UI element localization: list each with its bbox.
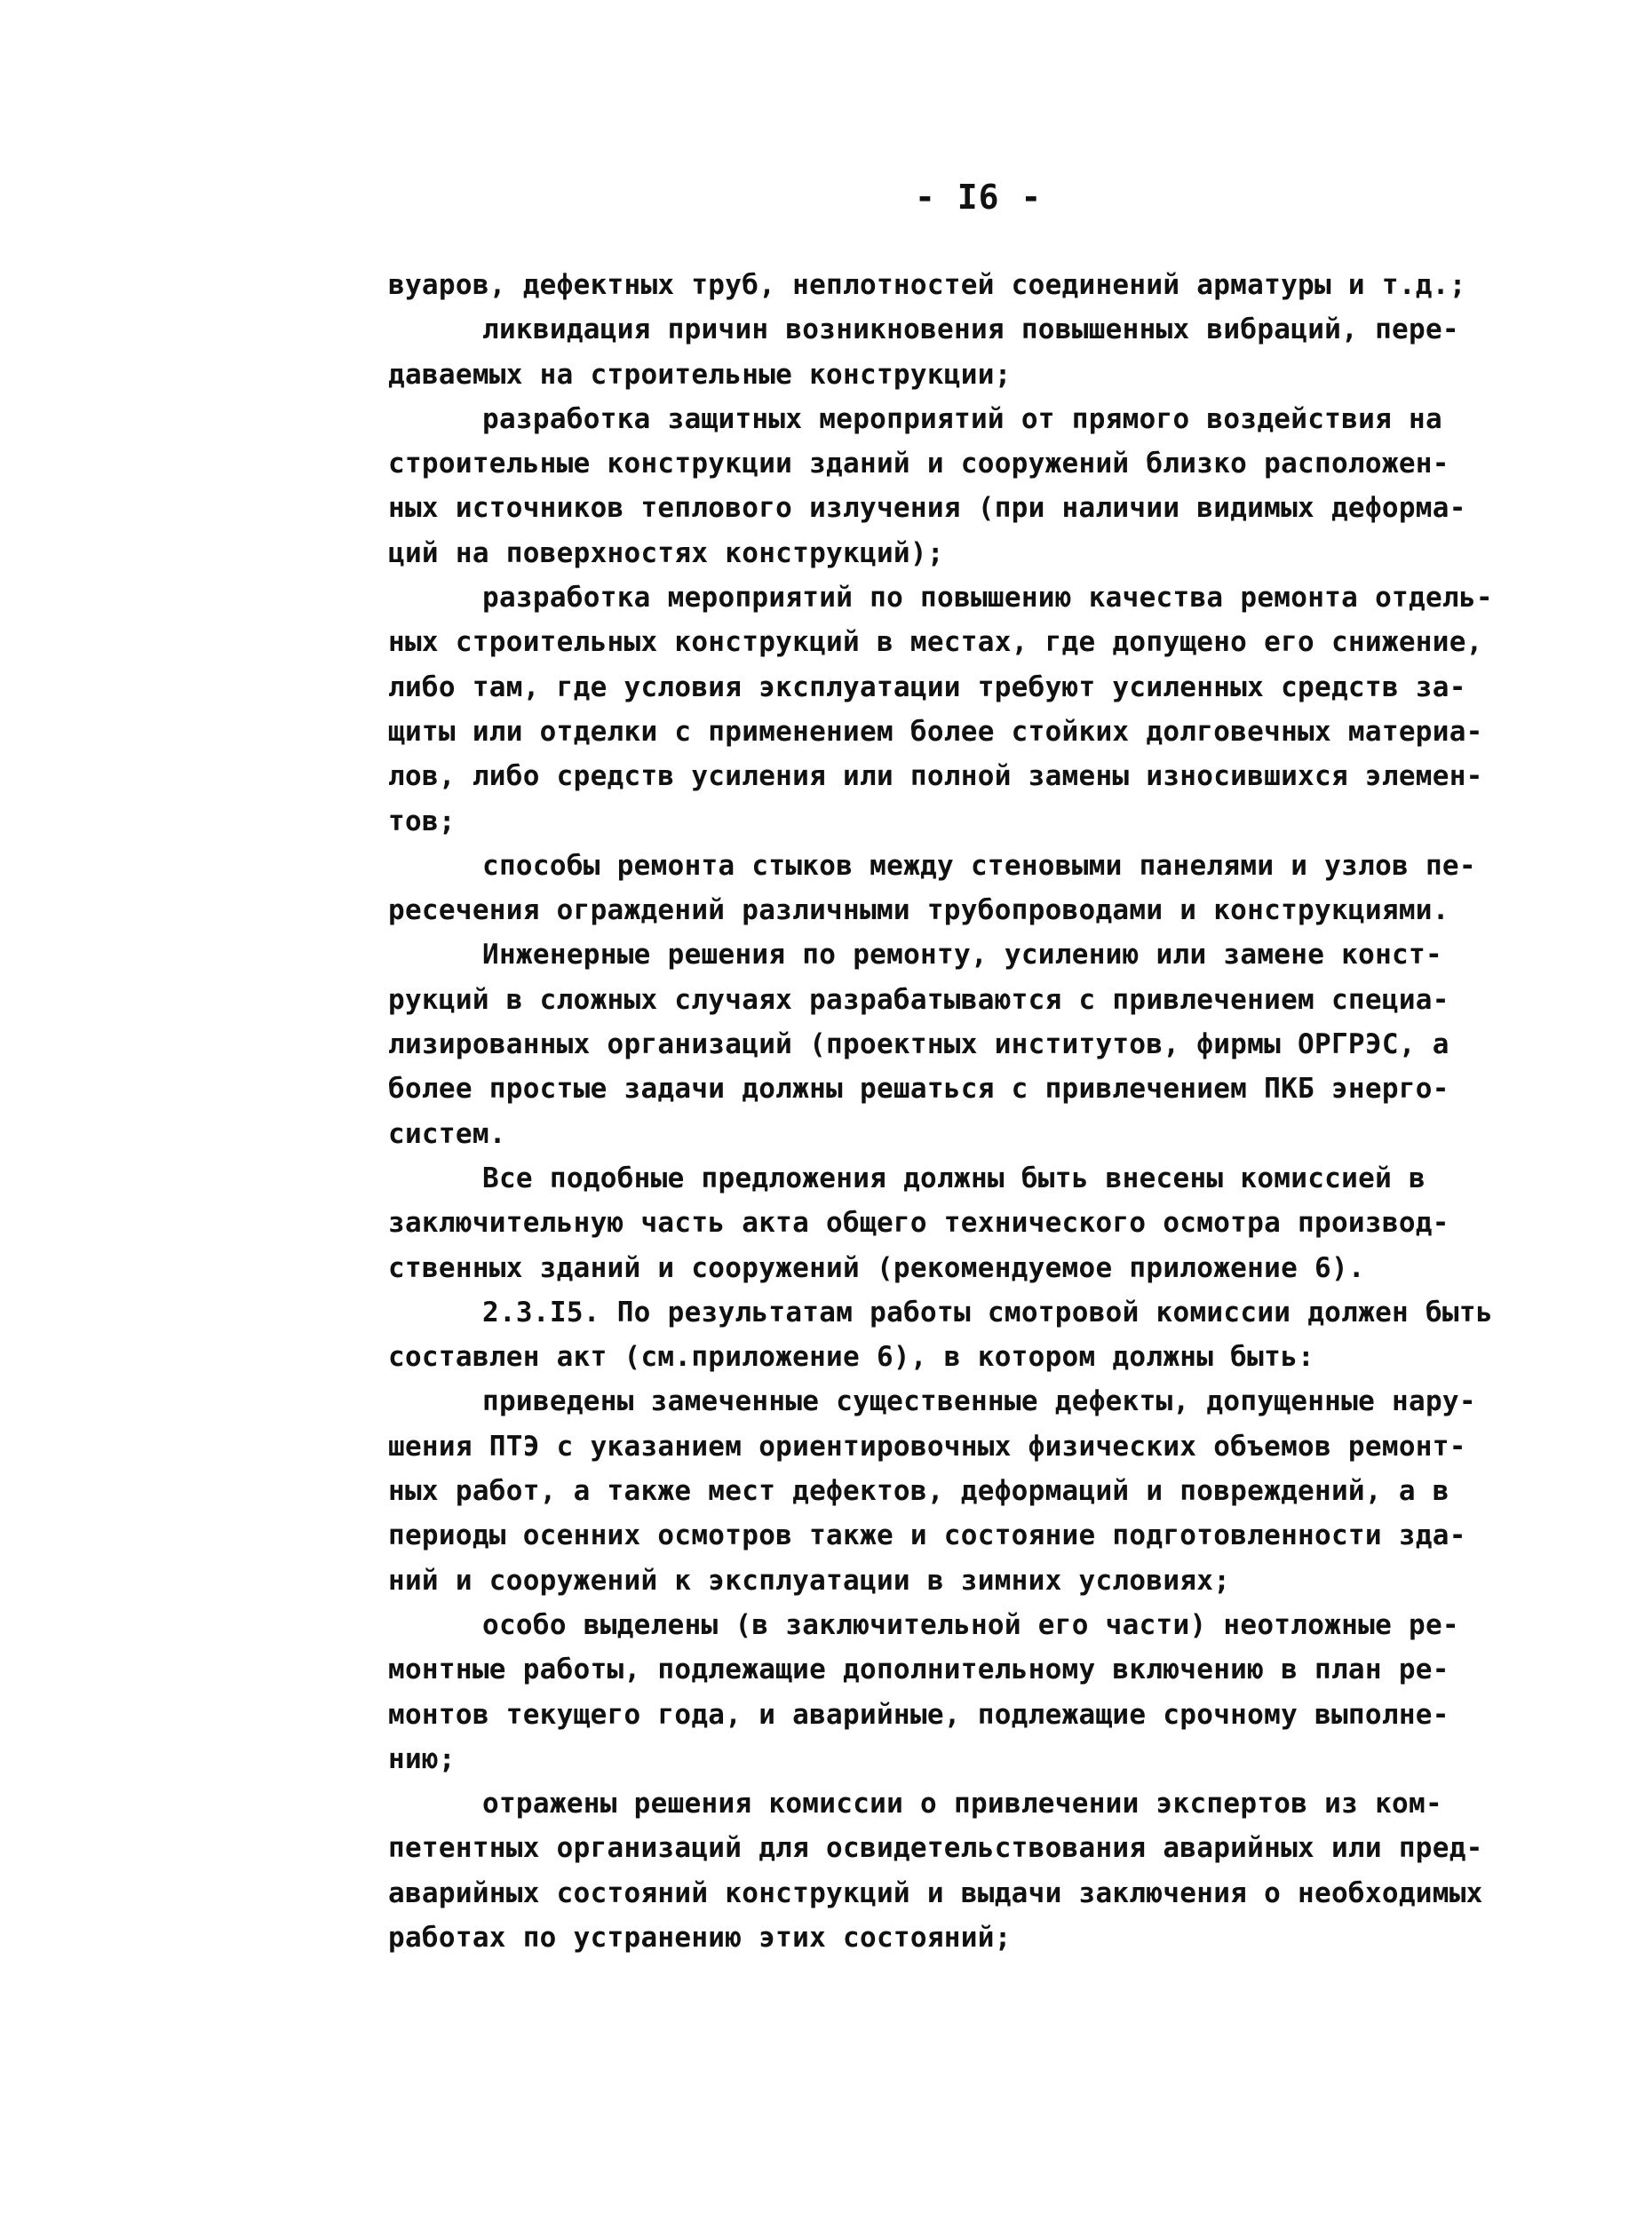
text-line: приведены замеченные существенные дефекты, допущенные нару- — [482, 1385, 1476, 1418]
text-line: щиты или отделки с применением более стойких долговечных материа- — [388, 715, 1483, 748]
text-line: разработка защитных мероприятий от прямого воздействия на — [482, 402, 1442, 435]
text-line: ций на поверхностях конструкций); — [388, 536, 944, 569]
text-line: шения ПТЭ с указанием ориентировочных физических объемов ремонт- — [388, 1430, 1466, 1463]
text-line: ресечения ограждений различными трубопроводами и конструкциями. — [388, 894, 1449, 927]
text-line: более простые задачи должны решаться с привлечением ПКБ энерго- — [388, 1073, 1449, 1106]
page-number: - I6 - — [915, 178, 1043, 217]
text-line: 2.3.I5. По результатам работы смотровой комиссии должен быть — [482, 1296, 1493, 1329]
text-line: лов, либо средств усиления или полной замены износившихся элемен- — [388, 760, 1483, 793]
text-line: заключительную часть акта общего технического осмотра производ- — [388, 1207, 1449, 1240]
text-line: тов; — [388, 805, 456, 837]
text-line: разработка мероприятий по повышению качества ремонта отдель- — [482, 582, 1493, 615]
text-line: систем. — [388, 1117, 506, 1150]
text-line: работах по устранению этих состояний; — [388, 1921, 1012, 1954]
text-line: ных строительных конструкций в местах, где допущено его снижение, — [388, 626, 1483, 659]
text-line: петентных организаций для освидетельствования аварийных или пред- — [388, 1832, 1483, 1865]
text-line: ных источников теплового излучения (при наличии видимых деформа- — [388, 492, 1466, 525]
text-line: ний и сооружений к эксплуатации в зимних условиях; — [388, 1564, 1231, 1597]
text-line: ликвидация причин возникновения повышенных вибраций, пере- — [482, 313, 1459, 346]
text-line: составлен акт (см.приложение 6), в котором должны быть: — [388, 1341, 1314, 1374]
text-line: либо там, где условия эксплуатации требуют усиленных средств за- — [388, 670, 1466, 703]
text-line: монтов текущего года, и аварийные, подлежащие срочному выполне- — [388, 1698, 1449, 1731]
text-line: нию; — [388, 1742, 456, 1775]
text-line: лизированных организаций (проектных институтов, фирмы ОРГРЭС, а — [388, 1028, 1449, 1061]
text-line: вуаров, дефектных труб, неплотностей соединений арматуры и т.д.; — [388, 269, 1466, 301]
text-line: ственных зданий и сооружений (рекомендуемое приложение 6). — [388, 1251, 1365, 1284]
body-text — [388, 263, 1578, 1960]
text-line: ных работ, а также мест дефектов, деформаций и повреждений, а в — [388, 1475, 1449, 1508]
text-line: особо выделены (в заключительной его части) неотложные ре- — [482, 1608, 1459, 1641]
text-line: монтные работы, подлежащие дополнительному включению в план ре- — [388, 1654, 1449, 1686]
text-line: аварийных состояний конструкций и выдачи заключения о необходимых — [388, 1876, 1483, 1909]
text-line: периоды осенних осмотров также и состояние подготовленности зда- — [388, 1519, 1466, 1552]
text-line: рукций в сложных случаях разрабатываются с привлечением специа- — [388, 983, 1449, 1016]
text-line: Инженерные решения по ремонту, усилению или замене конст- — [482, 939, 1442, 972]
text-line: способы ремонта стыков между стеновыми панелями и узлов пе- — [482, 849, 1476, 882]
text-line: даваемых на строительные конструкции; — [388, 358, 1012, 391]
text-line: строительные конструкции зданий и сооружений близко расположен- — [388, 448, 1449, 480]
text-line: Все подобные предложения должны быть внесены комиссией в — [482, 1162, 1426, 1194]
text-line: отражены решения комиссии о привлечении экспертов из ком- — [482, 1788, 1442, 1820]
